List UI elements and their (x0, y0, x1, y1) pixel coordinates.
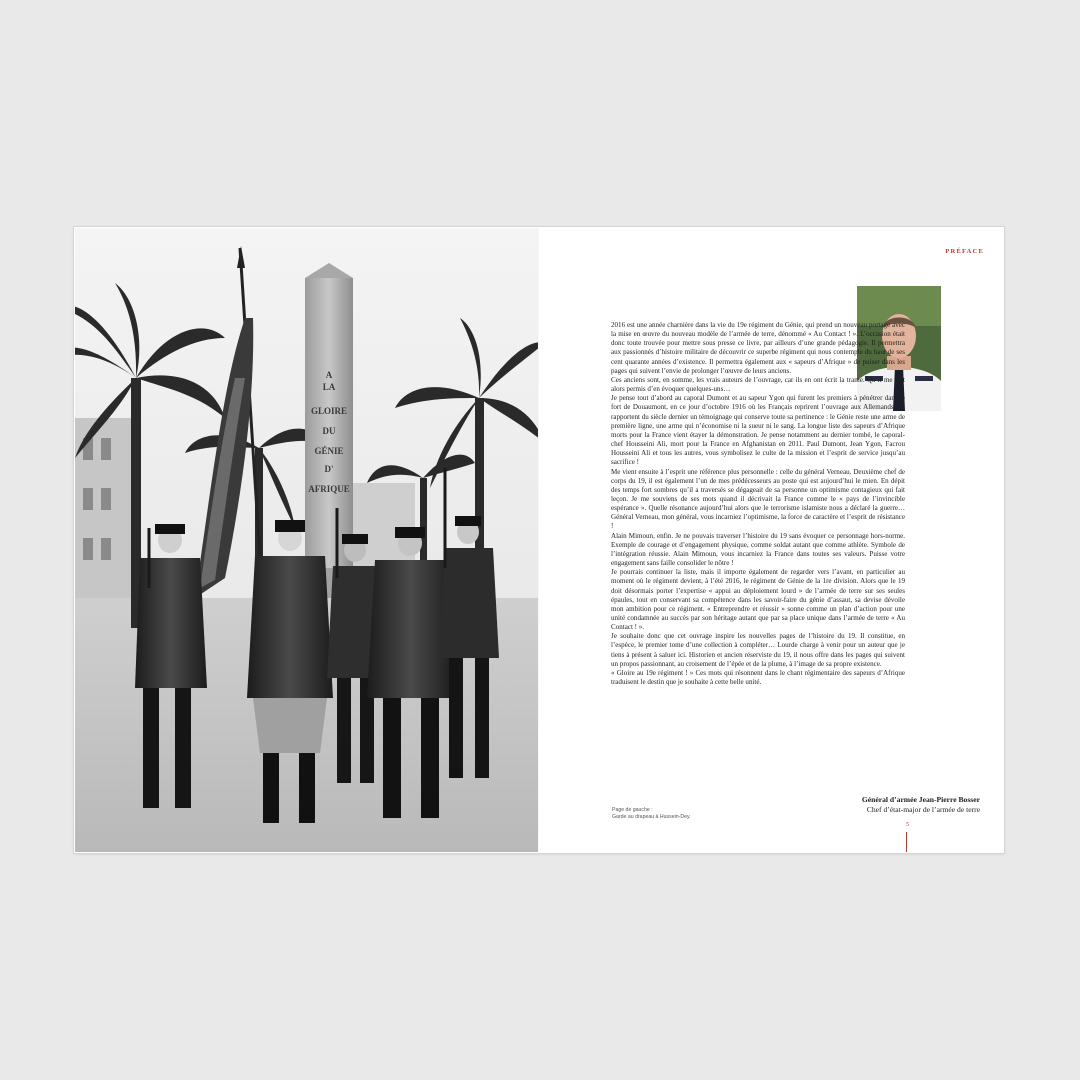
historical-photo (75, 228, 538, 852)
signature-block (862, 795, 980, 815)
section-label: PRÉFACE (945, 248, 984, 255)
preface-paragraph: Je pense tout d’abord au caporal Dumont et au sapeur Ygon qui furent les premiers à pénétrer dans le fort de Douaumont, en ce jour d’octobre 1916 où les Français reprirent l’ouvrage aux Allemands. Ils rapportent du siècle dernier un témoignage qui conserve toute sa pertinence : le Génie reste une arme de première ligne, une arme qui n’économise ni la sueur ni le sang. La longue liste des sapeurs d’Afrique morts pour la France vient étayer la démonstration. Je pense notamment au dernier tombé, le caporal-chef Housseini Ali, mort pour la France en Afghanistan en 2011. Paul Dumont, Jean Ygon, Facrou Housseini Ali et tous les autres, vous symbolisez le culte de la mission et l’esprit de service jusqu’au sacrifice ! (611, 394, 905, 467)
preface-text (611, 321, 905, 687)
preface-paragraph: Je pourrais continuer la liste, mais il importe également de regarder vers l’avant, en particulier au moment où le régiment devient, à l’été 2016, le régiment de Génie de la 1re division. Alors que le 19 doit désormais porter l’expertise « appui au déploiement lourd » de l’armée de terre sur ses seules épaules, tout en conservant sa compétence dans les savoir-faire du génie d’assaut, sa devise dévoile mon ambition pour ce régiment. « Entreprendre et réussir » sonne comme un plan d’action pour une unité condamnée au succès par son héritage autant que par sa place unique dans l’armée de terre « Au Contact ! ». (611, 568, 905, 632)
gutter-shadow (538, 228, 539, 852)
monument-text-1: LA (322, 382, 336, 392)
page-number-rule (906, 832, 907, 852)
preface-paragraph: 2016 est une année charnière dans la vie du 19e régiment du Génie, qui prend un nouveau portage avec la mise en œuvre du nouveau modèle de l’armée de terre, dénommé « Au Contact ! ». L’occasion était donc toute trouvée pour mettre sous presse ce livre, par ailleurs d’une grande pédagogie. Il permettra aux passionnés d’histoire militaire de découvrir ce superbe régiment qui nous contemple du haut de ses cent quarante années d’existence. Il permettra également aux « sapeurs d’Afrique » de puiser dans les pages qui suivent l’envie de prolonger l’œuvre de leurs anciens. (611, 321, 905, 375)
preface-paragraph: Me vient ensuite à l’esprit une référence plus personnelle : celle du général Verneau. Deuxième chef de corps du 19, il est également l’un de mes prédécesseurs au poste qui est aujourd’hui le mien. En dépit des temps fort sombres qu’il a traversés se dégageait de sa personne un optimisme contagieux qui fait leçon. Je me souviens de ses mots quand il décrivait la France comme le « pays de l’invincible espérance ». Quelle résonance aujourd’hui alors que le terrorisme islamiste nous a déclaré la guerre… Général Verneau, mon général, vous incarniez l’optimisme, la force de caractère et l’esprit de résistance ! (611, 467, 905, 531)
monument-text-2: GLOIRE (310, 406, 348, 416)
monument-text-0: A (325, 370, 333, 380)
preface-paragraph: Ces anciens sont, en somme, les vrais auteurs de l’ouvrage, car ils en ont écrit la trame. Qu’il me soit alors permis d’en évoquer quelques-uns… (611, 375, 905, 394)
caption-line-1: Page de gauche : (612, 807, 653, 813)
monument-text-6: AFRIQUE (308, 484, 350, 494)
preface-paragraph: Alain Mimoun, enfin. Je ne pouvais traverser l’histoire du 19 sans évoquer ce personnage hors-norme. Exemple de courage et d’engagement physique, comme soldat autant que comme athlète. Symbole de l’intégration réussie. Alain Mimoun, vous incarniez la France dans toutes ses valeurs. Puisse votre engagement sans faille consolider le nôtre ! (611, 531, 905, 568)
monument-text-3: DU (322, 426, 336, 436)
photo-caption (612, 807, 772, 821)
monument-text-4: GÉNIE (314, 446, 344, 456)
page-number: 5 (906, 822, 909, 828)
preface-paragraph: « Gloire au 19e régiment ! » Ces mots qui résonnent dans le chant régimentaire des sapeurs d’Afrique traduisent le destin que je souhaite à cette belle unité. (611, 668, 905, 687)
monument-text-5: D' (324, 464, 334, 474)
signature-name: Général d’armée Jean-Pierre Bosser (861, 795, 980, 804)
caption-line-2: Garde au drapeau à Hussein-Dey. (612, 814, 691, 820)
signature-title: Chef d’état-major de l’armée de terre (866, 805, 980, 814)
preface-paragraph: Je souhaite donc que cet ouvrage inspire les nouvelles pages de l’histoire du 19. Il constitue, en l’espèce, le premier tome d’une collection à compléter… Lourde charge à venir pour un auteur que je tiens à présent à saluer ici. Historien et ancien réserviste du 19, il nous offre dans les pages qui suivent un propos passionnant, au croisement de l’épée et de la plume, à l’image de sa propre existence. (611, 632, 905, 668)
